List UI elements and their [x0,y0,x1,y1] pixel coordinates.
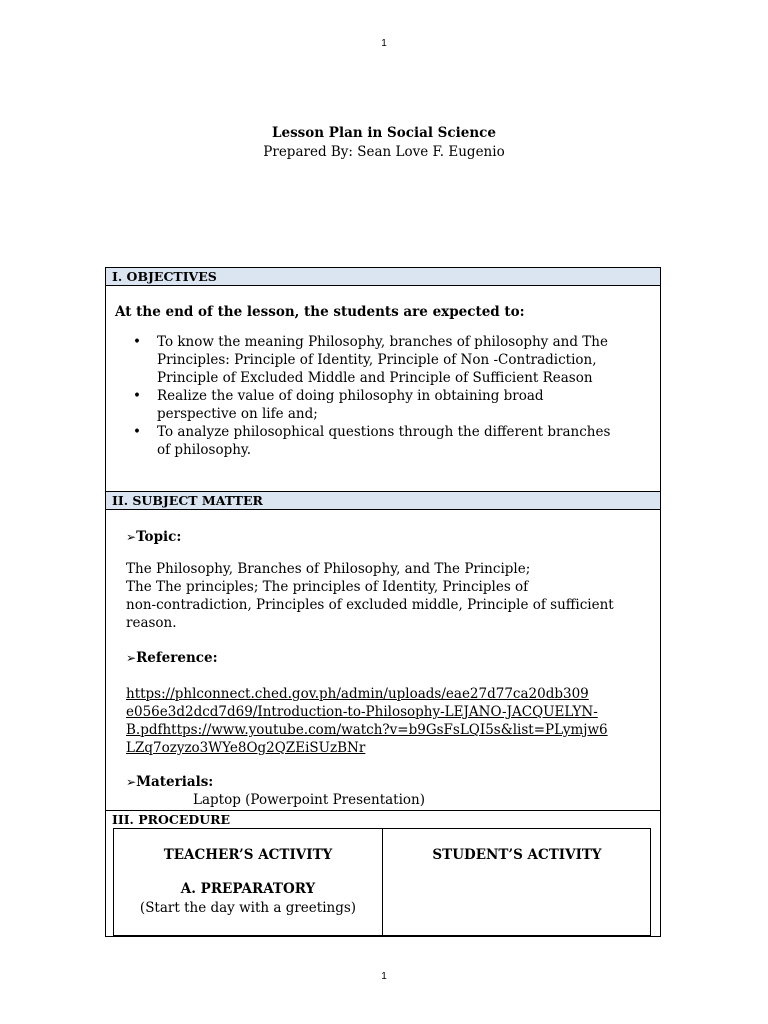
procedure-heading: III. PROCEDURE [105,810,661,829]
topic-line: The Philosophy, Branches of Philosophy, and The Principle; [126,561,531,577]
objectives-intro: At the end of the lesson, the students are expected to: [115,304,525,320]
arrow-icon: ➢ [126,775,137,789]
topic-label: ➢Topic: [126,529,182,545]
materials-label: ➢Materials: [126,774,214,790]
list-item: Principle of Excluded Middle and Principle of Sufficient Reason [157,370,593,386]
arrow-icon: ➢ [126,651,137,665]
reference-label: ➢Reference: [126,650,218,666]
list-item: • To know the meaning Philosophy, branches of philosophy and The [131,333,610,351]
student-activity-header: STUDENT’S ACTIVITY [432,847,602,863]
list-item: perspective on life and; [157,406,318,422]
list-item: Principles: Principle of Identity, Principle of Non -Contradiction, [157,352,597,368]
step-a-label: A. PREPARATORY [180,881,316,897]
topic-line: non-contradiction, Principles of excluded middle, Principle of sufficient [126,597,614,613]
reference-link[interactable]: https://phlconnect.ched.gov.ph/admin/uploads/eae27d77ca20db309 e056e3d2dcd7d69/Introduction-to-Philosophy-LEJANO-JACQUELYN- B.pdfhttps://www.youtube.com/watch?v=b9GsFsLQI5s&list=PLymjw6 LZq7ozyzo3WYe8Og2QZEiSUzBNr [126,686,608,756]
column-divider [382,829,383,935]
topic-line: The The principles; The principles of Identity, Principles of [126,579,529,595]
objectives-list [131,333,610,459]
list-item: • Realize the value of doing philosophy in obtaining broad [131,387,610,405]
procedure-table [113,828,651,936]
list-item: of philosophy. [157,442,252,458]
materials-value: Laptop (Powerpoint Presentation) [193,792,426,808]
list-item: • To analyze philosophical questions through the different branches [131,423,610,441]
page-number-bottom: 1 [381,971,387,982]
step-a-note: (Start the day with a greetings) [139,900,357,916]
page-number-top: 1 [381,38,387,49]
teacher-activity-header: TEACHER’S ACTIVITY [163,847,333,863]
document-title: Lesson Plan in Social Science [272,125,496,141]
prepared-by: Prepared By: Sean Love F. Eugenio [263,144,505,160]
objectives-heading: I. OBJECTIVES [105,267,661,286]
subject-matter-heading: II. SUBJECT MATTER [105,491,661,510]
arrow-icon: ➢ [126,530,137,544]
topic-line: reason. [126,615,177,631]
